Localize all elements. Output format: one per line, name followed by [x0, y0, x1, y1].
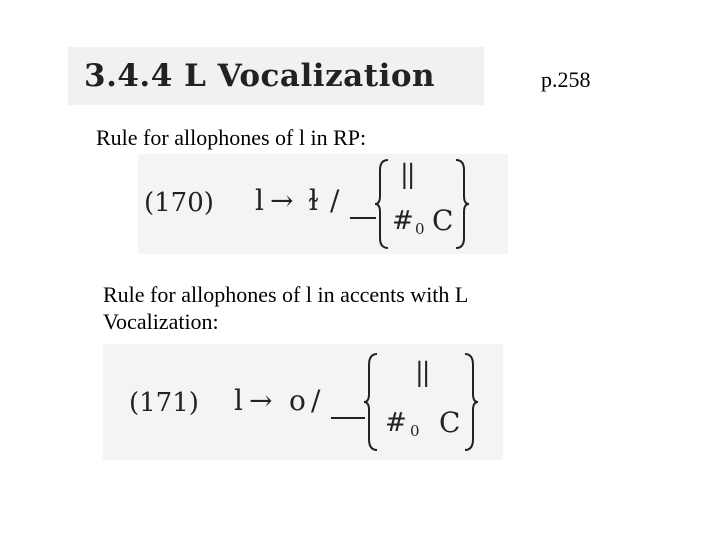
rule-caption-vocalization: Rule for allophones of l in accents with L Vocalization: — [103, 282, 468, 334]
rule-input: l — [255, 184, 264, 217]
rule-171-image — [103, 344, 503, 460]
rule-slash: / — [330, 184, 340, 217]
rule-number: (171) — [129, 388, 199, 418]
env-consonant: C — [432, 204, 454, 237]
section-heading: 3.4.4 L Vocalization — [84, 58, 436, 94]
blank-underline — [331, 417, 365, 419]
rule-arrow: → — [249, 384, 273, 417]
page-reference: p.258 — [541, 67, 591, 92]
left-brace-icon — [374, 158, 390, 250]
env-subscript: 0 — [415, 220, 425, 238]
rule-input: l — [234, 384, 243, 417]
rule-caption-rp: Rule for allophones of l in RP: — [96, 125, 367, 150]
rule-output: o — [289, 384, 306, 417]
right-brace-icon — [463, 352, 479, 452]
blank-underline — [350, 217, 376, 219]
env-word-boundary: # — [392, 206, 414, 236]
rule-output: ɫ — [308, 184, 319, 217]
right-brace-icon — [454, 158, 470, 250]
env-boundary: || — [400, 160, 414, 190]
env-boundary: || — [415, 358, 429, 388]
left-brace-icon — [363, 352, 379, 452]
rule-arrow: → — [270, 184, 294, 217]
env-consonant: C — [439, 406, 461, 439]
env-subscript: 0 — [410, 422, 420, 440]
rule-number: (170) — [144, 188, 214, 218]
env-word-boundary: # — [385, 408, 407, 438]
rule-170-image — [138, 154, 508, 254]
rule-slash: / — [311, 384, 321, 417]
